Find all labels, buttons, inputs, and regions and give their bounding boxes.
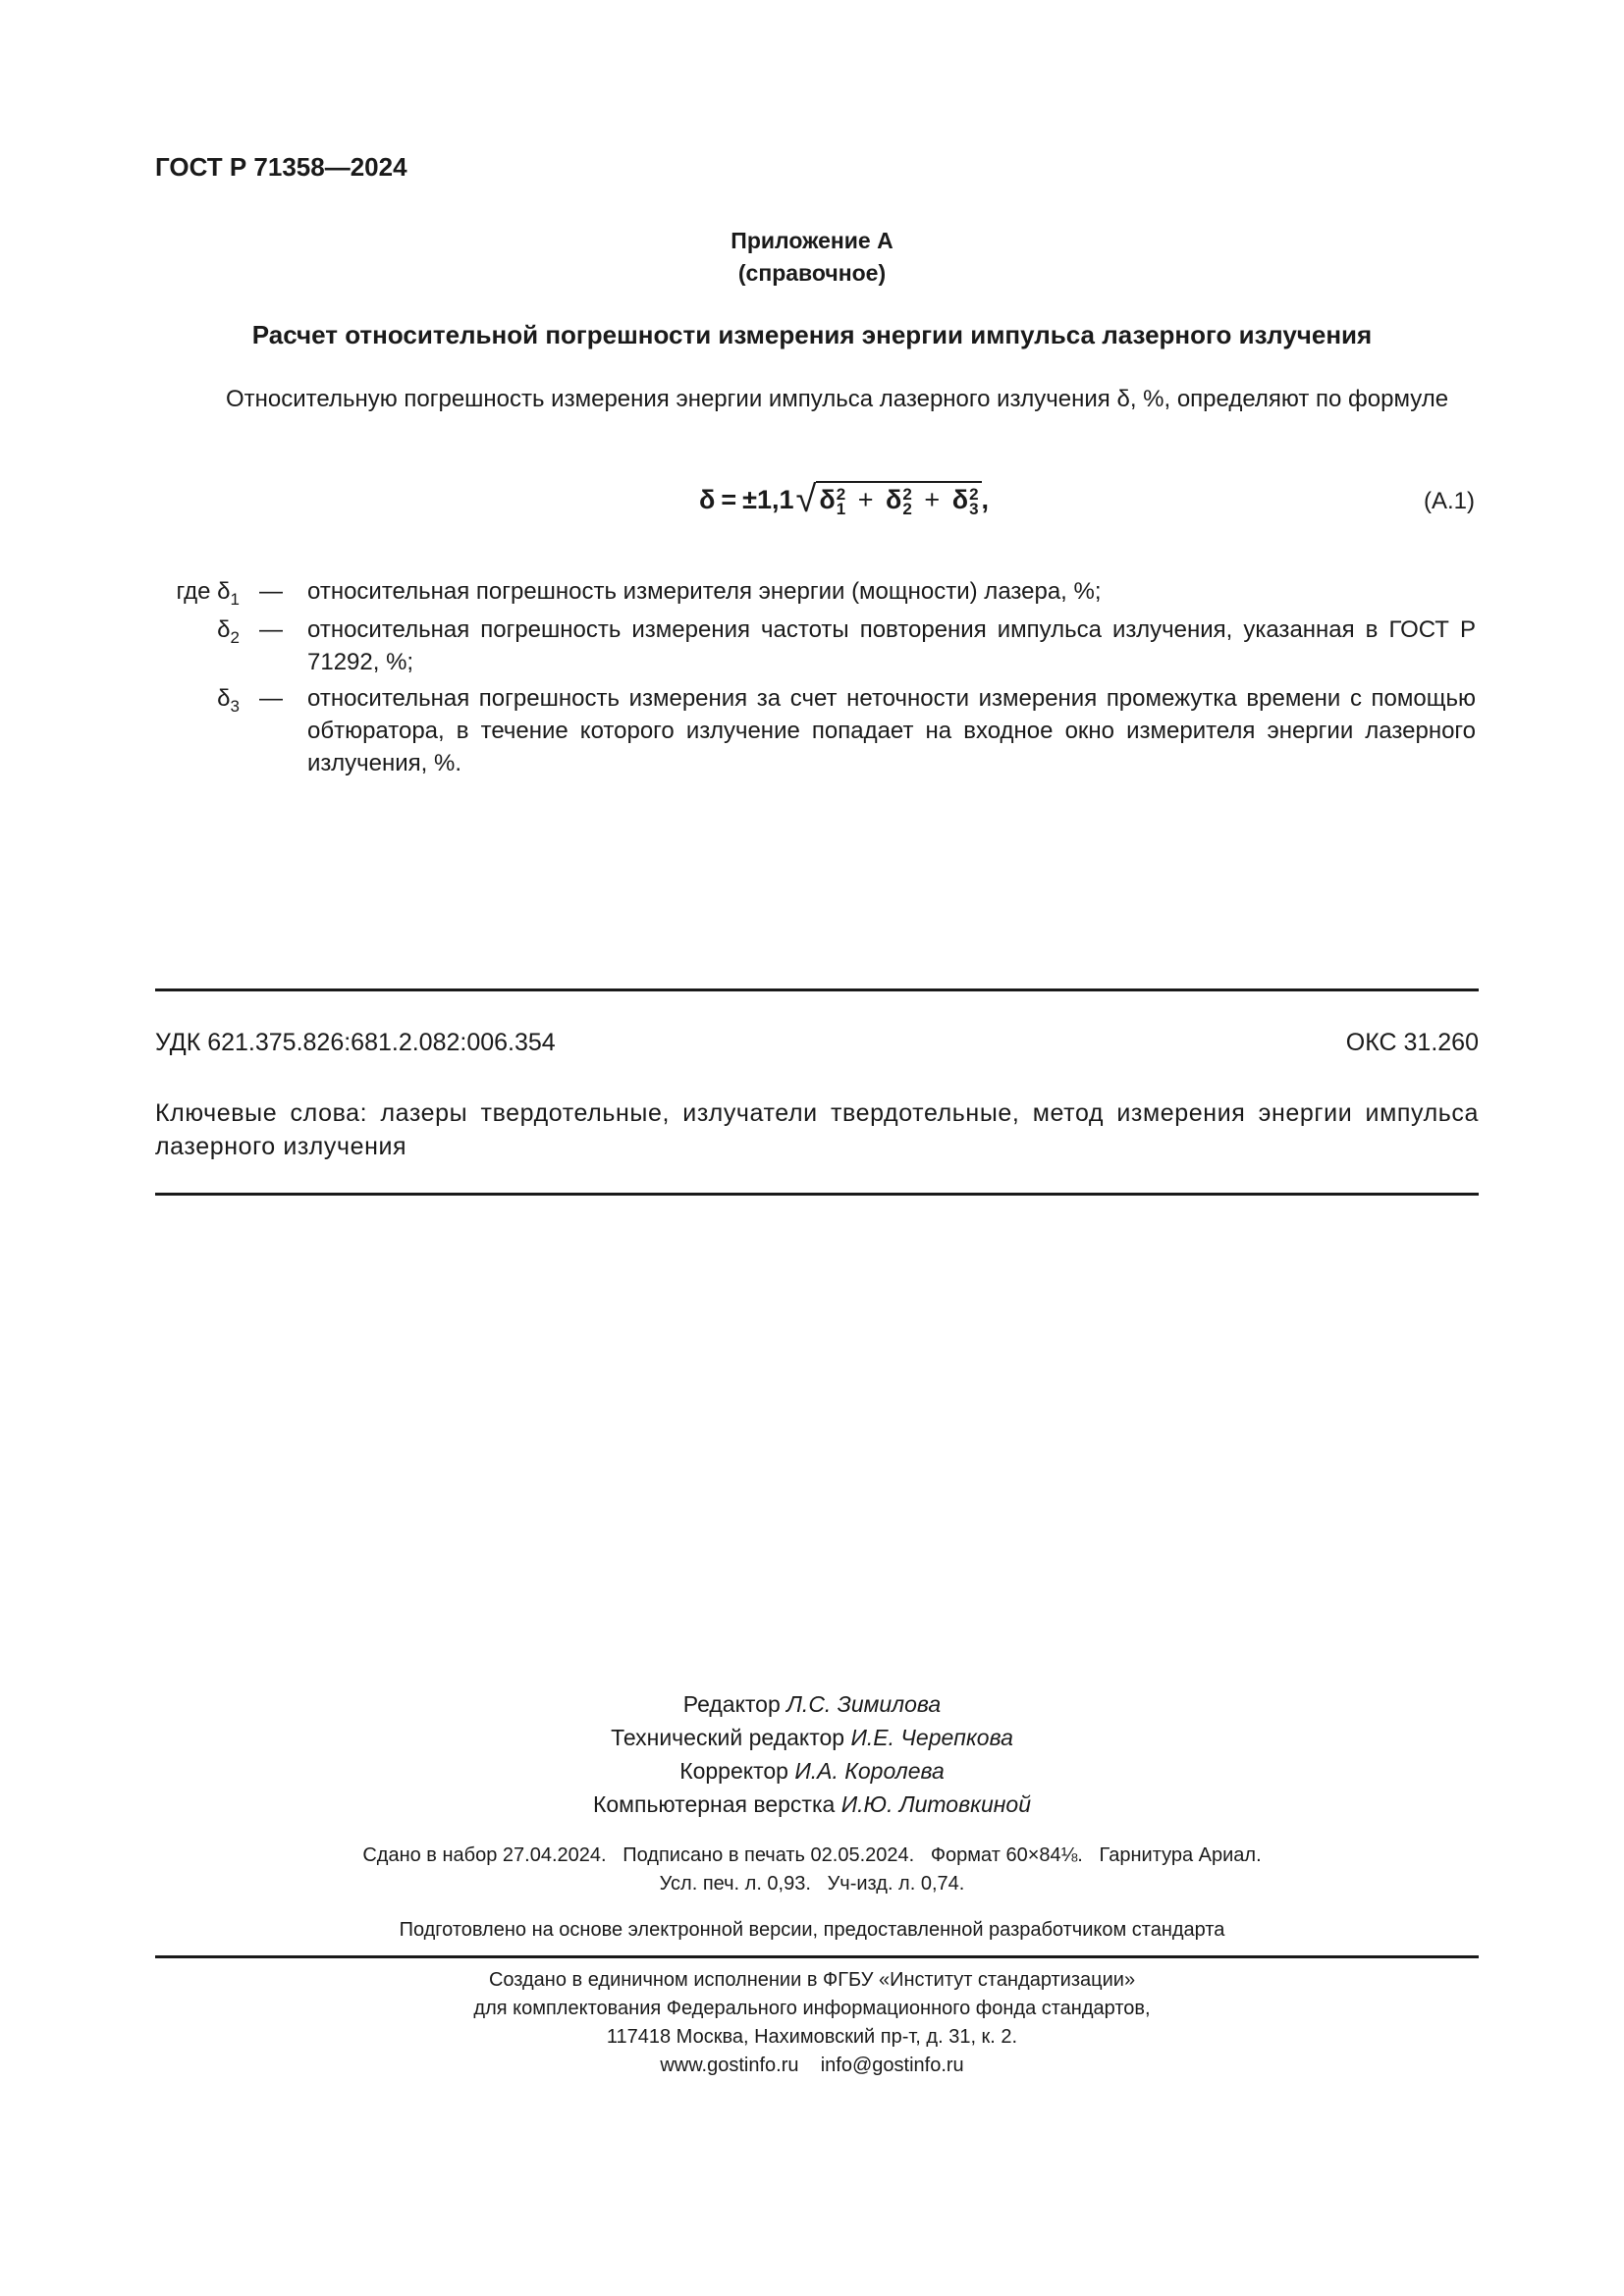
formula-plus-1: + xyxy=(857,485,874,514)
udc-code: УДК 621.375.826:681.2.082:006.354 xyxy=(155,1029,556,1056)
print-info-line-2: Усл. печ. л. 0,93. Уч-изд. л. 0,74. xyxy=(659,1873,965,1895)
formula-radicand xyxy=(816,481,981,518)
footer-line: для комплектования Федерального информационного фонда стандартов, xyxy=(473,1998,1151,2019)
formula-equals: = xyxy=(721,484,737,514)
equation-number: (А.1) xyxy=(1424,488,1476,514)
credit-layout: Компьютерная верстка И.Ю. Литовкиной xyxy=(592,1791,1031,1817)
definition-text: относительная погрешность измерения частоты повторения импульса излучения, указанная в ГОСТ Р 71292, %; xyxy=(307,616,1476,675)
credit-editor: Редактор Л.С. Зимилова xyxy=(682,1691,942,1717)
keywords: Ключевые слова: лазеры твердотельные, излучатели твердотельные, метод измерения энергии импульса лазерного излучения xyxy=(155,1099,1479,1160)
credit-technical-editor: Технический редактор И.Е. Черепкова xyxy=(611,1725,1013,1750)
definition-symbol: $\delta_3$ xyxy=(217,685,240,716)
footer-contacts: www.gostinfo.ru info@gostinfo.ru xyxy=(660,2055,964,2076)
formula-lhs: δ xyxy=(699,484,716,514)
annex-type: (справочное) xyxy=(737,260,887,286)
annex-title: Приложение А xyxy=(731,228,893,253)
radical-sign: √ xyxy=(795,479,817,520)
section-title: Расчет относительной погрешности измерения энергии импульса лазерного излучения xyxy=(251,320,1373,349)
definition-dash: — xyxy=(259,685,283,712)
formula-coefficient: ±1,1 xyxy=(742,484,794,514)
formula-trailing-comma: , xyxy=(981,484,990,514)
formula-sqrt xyxy=(796,481,982,518)
definition-dash: — xyxy=(259,616,283,643)
formula-term-2: δ 2 2 xyxy=(886,484,912,518)
print-info-line-1: Сдано в набор 27.04.2024. Подписано в печать 02.05.2024. Формат 60×84⅛. Гарнитура Ариал. xyxy=(362,1844,1262,1866)
prepared-note: Подготовлено на основе электронной версии, предоставленной разработчиком стандарта xyxy=(399,1919,1225,1941)
footer-line: 117418 Москва, Нахимовский пр-т, д. 31, к. 2. xyxy=(606,2026,1018,2048)
intro-paragraph: Относительную погрешность измерения энергии импульса лазерного излучения δ, %, определяют по формуле xyxy=(226,386,1449,412)
document-id: ГОСТ Р 71358—2024 xyxy=(155,152,407,182)
formula-term-1: δ 2 1 xyxy=(819,484,846,518)
definition-symbol: где $\delta_1$ xyxy=(176,578,240,609)
definition-dash: — xyxy=(259,578,283,605)
divider-top xyxy=(155,988,1479,991)
formula-a1 xyxy=(699,481,989,518)
credit-corrector: Корректор И.А. Королева xyxy=(679,1758,945,1784)
divider-footer xyxy=(155,1955,1479,1958)
definition-text: относительная погрешность измерения за счет неточности измерения промежутка времени с помощью обтюратора, в течение которого излучение попадает на входное окно измерителя энергии лазерного излучения, %. xyxy=(307,685,1476,776)
definition-text: относительная погрешность измерителя энергии (мощности) лазера, %; xyxy=(307,578,1102,605)
oks-code: ОКС 31.260 xyxy=(1345,1029,1479,1056)
formula-term-3: δ 2 3 xyxy=(951,484,979,518)
formula-plus-2: + xyxy=(924,485,941,514)
definition-symbol: $\delta_2$ xyxy=(217,616,240,647)
divider-keywords xyxy=(155,1193,1479,1196)
footer-line: Создано в единичном исполнении в ФГБУ «Институт стандартизации» xyxy=(488,1969,1136,1991)
